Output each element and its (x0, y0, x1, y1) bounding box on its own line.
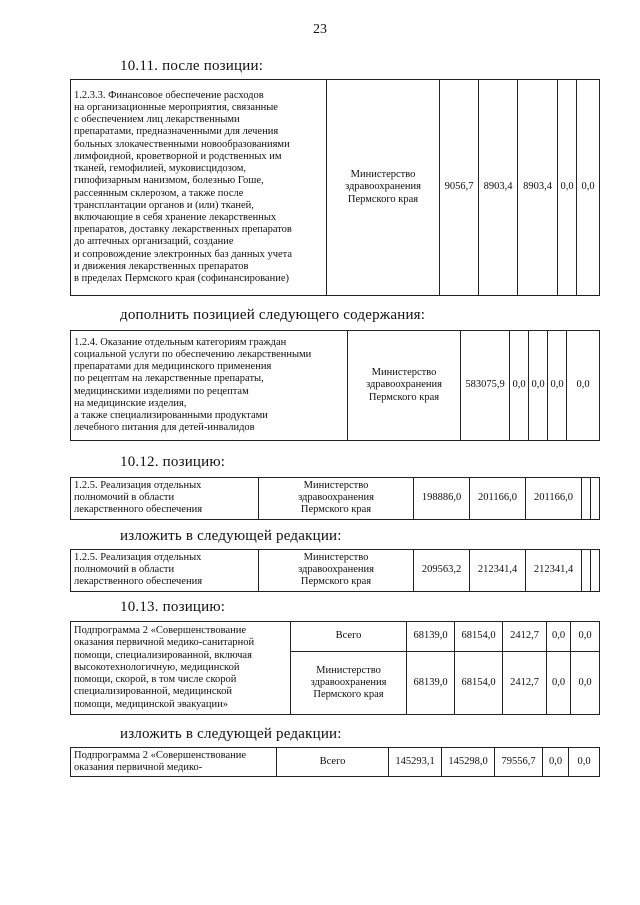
table4-value: 212341,4 (470, 550, 526, 592)
table4-value: 209563,2 (414, 550, 470, 592)
table3-value: 201166,0 (526, 478, 582, 520)
table1-value: 9056,7 (440, 80, 479, 296)
table4-description (71, 550, 259, 592)
desc-line: лекарственного обеспечения (74, 576, 203, 588)
table6-value: 79556,7 (495, 748, 543, 777)
ministry-line: здравоохранения (345, 181, 421, 193)
desc-line: помощи, скорой, в том числе скорой (74, 674, 237, 686)
table-subprogram-2-old (70, 621, 600, 715)
desc-line: оказания первичной медико-санитарной (74, 637, 255, 649)
ministry-line: Пермского края (368, 391, 440, 403)
desc-line: больных злокачественными новообразованиями (74, 138, 290, 150)
table2-ministry (348, 331, 461, 441)
table5-ministry-value: 68154,0 (455, 652, 503, 715)
desc-line: социальной услуги по обеспечению лекарственными (74, 348, 312, 360)
table2-value: 0,0 (510, 331, 529, 441)
table2-description (71, 331, 348, 441)
table3-empty-cell (591, 478, 600, 520)
desc-line: до аптечных организаций, создание (74, 236, 234, 248)
ministry-line: здравоохранения (298, 492, 374, 504)
table5-ministry (291, 652, 407, 715)
table5-total-value: 68139,0 (407, 622, 455, 652)
heading-new-edition-2: изложить в следующей редакции: (120, 726, 342, 742)
table3-value: 201166,0 (470, 478, 526, 520)
table6-description (71, 748, 277, 777)
table-1-2-4 (70, 330, 600, 441)
table6-value: 145293,1 (389, 748, 442, 777)
table-1-2-3-3 (70, 79, 600, 296)
ministry-line: Пермского края (347, 193, 419, 205)
desc-line: помощи, специализированной, включая (74, 649, 252, 661)
desc-line: специализированной, медицинской (74, 686, 232, 698)
ministry-line: Министерство (350, 169, 416, 181)
heading-new-edition-1: изложить в следующей редакции: (120, 528, 342, 544)
desc-line: Подпрограмма 2 «Совершенствование (74, 750, 247, 761)
desc-line: и сопровождение электронных баз данных учета (74, 248, 293, 260)
heading-10-13: 10.13. позицию: (120, 599, 226, 615)
desc-line: и движения лекарственных препаратов (74, 260, 249, 272)
ministry-line: Министерство (303, 552, 369, 563)
table2-value: 0,0 (529, 331, 548, 441)
desc-line: а также специализированными продуктами (74, 409, 268, 421)
table5-total-value: 68154,0 (455, 622, 503, 652)
desc-line: включающие в себя хранение лекарственных (74, 211, 277, 223)
desc-line: 1.2.4. Оказание отдельным категориям граждан (74, 336, 287, 348)
table2-value: 583075,9 (461, 331, 510, 441)
desc-line: помощи, медицинской эвакуации» (74, 698, 229, 710)
page-number: 23 (313, 22, 327, 37)
table4-empty-cell (582, 550, 591, 592)
desc-line: Подпрограмма 2 «Совершенствование (74, 625, 247, 637)
desc-line: медицинскими изделиями по рецептам (74, 385, 249, 397)
desc-line: рассеянным склерозом, а также после (74, 187, 244, 199)
desc-line: с обеспечением лиц лекарственными (74, 114, 240, 126)
table1-ministry (327, 80, 440, 296)
desc-line: полномочий в области (74, 564, 175, 576)
desc-line: лимфоидной, кроветворной и родственных им (74, 150, 282, 162)
table2-value: 0,0 (548, 331, 567, 441)
table5-ministry-value: 0,0 (547, 652, 571, 715)
desc-line: на медицинские изделия, (74, 397, 187, 409)
ministry-line: здравоохранения (310, 676, 387, 688)
desc-line: в пределах Пермского края (софинансирование) (74, 272, 289, 284)
table4-empty-cell (591, 550, 600, 592)
table5-ministry-value: 68139,0 (407, 652, 455, 715)
desc-line: высокотехнологичную, медицинской (74, 661, 240, 673)
ministry-line: Министерство (303, 480, 369, 491)
table2-value: 0,0 (567, 331, 600, 441)
table6-value: 145298,0 (442, 748, 495, 777)
table6-total-label: Всего (277, 748, 389, 777)
table1-value: 0,0 (577, 80, 600, 296)
desc-line: лекарственного обеспечения (74, 504, 203, 516)
table3-description (71, 478, 259, 520)
ministry-line: Пермского края (300, 576, 372, 588)
table6-value: 0,0 (569, 748, 600, 777)
table4-value: 212341,4 (526, 550, 582, 592)
desc-line: препаратами, предназначенными для лечения (74, 126, 279, 138)
table5-total-value: 0,0 (571, 622, 600, 652)
table3-value: 198886,0 (414, 478, 470, 520)
table3-empty-cell (582, 478, 591, 520)
desc-line: 1.2.5. Реализация отдельных (74, 480, 202, 491)
desc-line: трансплантации органов и (или) тканей, (74, 199, 254, 211)
table1-value: 8903,4 (518, 80, 558, 296)
table-subprogram-2-new (70, 747, 600, 777)
desc-line: полномочий в области (74, 492, 175, 504)
desc-line: на организационные мероприятия, связанные (74, 102, 278, 114)
heading-10-11: 10.11. после позиции: (120, 58, 264, 74)
table5-ministry-value: 0,0 (571, 652, 600, 715)
table4-ministry (259, 550, 414, 592)
table5-description (71, 622, 291, 715)
desc-line: гипофизарным нанизмом, болезнью Гоше, (74, 175, 264, 187)
table5-total-value: 2412,7 (503, 622, 547, 652)
ministry-line: Министерство (371, 367, 437, 379)
desc-line: тканей, гемофилией, муковисцидозом, (74, 163, 247, 175)
table-1-2-5-old (70, 477, 600, 520)
table5-total-value: 0,0 (547, 622, 571, 652)
desc-line: 1.2.5. Реализация отдельных (74, 552, 202, 563)
table1-value: 8903,4 (479, 80, 518, 296)
ministry-line: Министерство (316, 664, 381, 676)
table3-ministry (259, 478, 414, 520)
table6-value: 0,0 (543, 748, 569, 777)
desc-line: лечебного питания для детей-инвалидов (74, 422, 255, 434)
table1-value: 0,0 (558, 80, 577, 296)
heading-10-12: 10.12. позицию: (120, 454, 226, 470)
desc-line: препаратов, доставку лекарственных препаратов (74, 224, 292, 236)
table5-total-label: Всего (291, 622, 407, 652)
table1-description (71, 80, 327, 296)
heading-add-position: дополнить позицией следующего содержания: (120, 307, 426, 323)
desc-line: по рецептам на лекарственные препараты, (74, 373, 264, 385)
table-1-2-5-new (70, 549, 600, 592)
ministry-line: Пермского края (313, 689, 384, 701)
table5-ministry-value: 2412,7 (503, 652, 547, 715)
ministry-line: Пермского края (300, 504, 372, 516)
desc-line: препаратами для медицинского применения (74, 361, 272, 373)
desc-line: 1.2.3.3. Финансовое обеспечение расходов (74, 89, 264, 101)
desc-line: оказания первичной медико- (74, 762, 203, 774)
ministry-line: здравоохранения (298, 564, 374, 576)
ministry-line: здравоохранения (366, 379, 442, 391)
